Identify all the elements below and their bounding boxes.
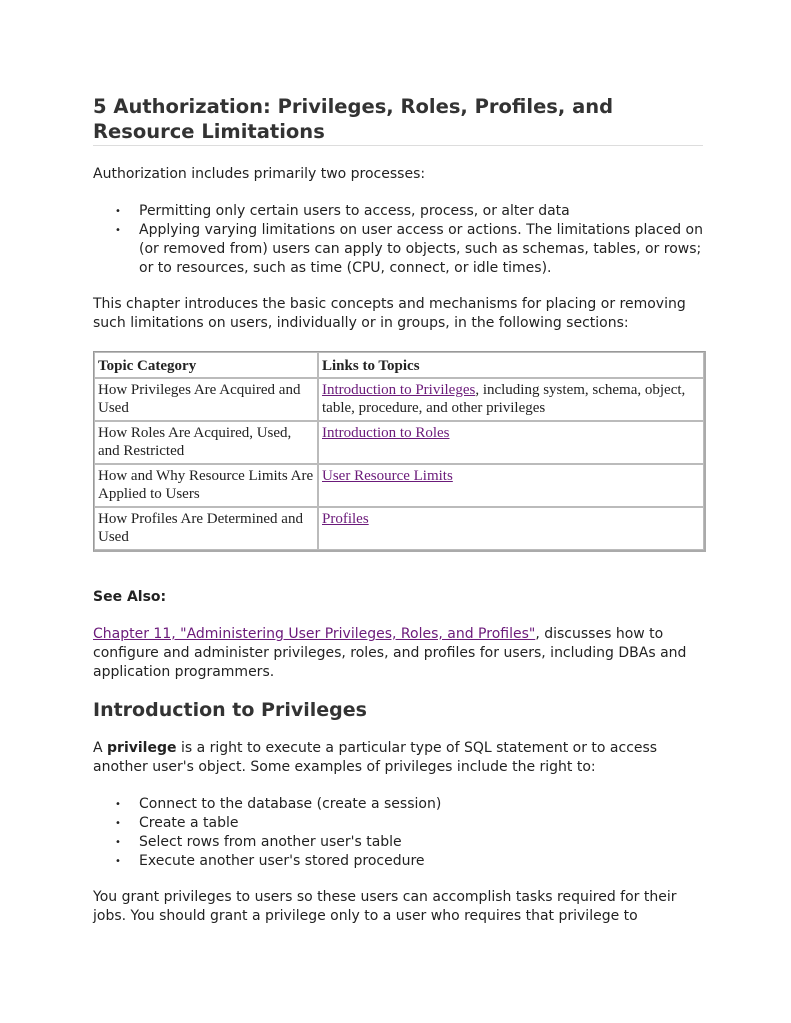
document-content xyxy=(93,94,703,926)
definition-term: privilege xyxy=(107,740,177,756)
link-introduction-to-roles[interactable]: Introduction to Roles xyxy=(322,425,450,441)
list-item: • Applying varying limitations on user access or actions. The limitations placed on (or removed from) users can apply to objects, such as schemas, tables, or rows; or to resources, such as time (CPU, connect, or idle times). xyxy=(139,221,703,278)
table-row xyxy=(94,464,704,507)
list-item: • Execute another user's stored procedure xyxy=(139,852,703,871)
definition-lead: A xyxy=(93,740,108,756)
table-header-row xyxy=(94,352,704,378)
see-also-label: See Also: xyxy=(93,589,167,605)
link-user-resource-limits[interactable]: User Resource Limits xyxy=(322,468,453,484)
table-cell-category: How Roles Are Acquired, Used, and Restricted xyxy=(94,421,318,464)
section-heading: Introduction to Privileges xyxy=(93,699,367,721)
column-header-topic-category: Topic Category xyxy=(94,352,318,378)
link-chapter-11[interactable]: Chapter 11, "Administering User Privileges, Roles, and Profiles" xyxy=(93,626,536,642)
table-cell-category: How and Why Resource Limits Are Applied to Users xyxy=(94,464,318,507)
section-heading-wrap xyxy=(93,698,703,722)
list-item: • Create a table xyxy=(139,814,703,833)
definition-rest: is a right to execute a particular type of SQL statement or to access another user's object. Some examples of privileges include the right to: xyxy=(93,740,658,775)
chapter-heading: 5 Authorization: Privileges, Roles, Profiles, and Resource Limitations xyxy=(93,94,703,146)
privilege-definition-paragraph xyxy=(93,739,703,777)
grant-paragraph: You grant privileges to users so these users can accomplish tasks required for their jobs. You should grant a privilege only to a user who requires that privilege to xyxy=(93,889,677,924)
process-list xyxy=(93,202,703,278)
column-header-links: Links to Topics xyxy=(318,352,704,378)
table-cell-links xyxy=(318,378,704,421)
link-profiles[interactable]: Profiles xyxy=(322,511,369,527)
table-row xyxy=(94,378,704,421)
see-also-text: , discusses how to configure and administer privileges, roles, and profiles for users, including DBAs and application programmers. xyxy=(93,626,687,680)
table-cell-links xyxy=(318,421,704,464)
table-cell-category: How Privileges Are Acquired and Used xyxy=(94,378,318,421)
list-item: • Connect to the database (create a session) xyxy=(139,795,703,814)
link-introduction-to-privileges[interactable]: Introduction to Privileges xyxy=(322,382,476,398)
table-cell-links xyxy=(318,507,704,550)
table-row xyxy=(94,421,704,464)
table-cell-links xyxy=(318,464,704,507)
list-item: • Permitting only certain users to access, process, or alter data xyxy=(139,202,703,221)
table-row xyxy=(94,507,704,550)
table-cell-category: How Profiles Are Determined and Used xyxy=(94,507,318,550)
topics-table xyxy=(93,351,706,552)
privilege-examples-list xyxy=(93,795,703,871)
intro-paragraph: Authorization includes primarily two processes: xyxy=(93,166,426,182)
chapter-intro-paragraph: This chapter introduces the basic concepts and mechanisms for placing or removing such limitations on users, individually or in groups, in the following sections: xyxy=(93,296,686,331)
link-suffix-text: , including system, schema, object, table, procedure, and other privileges xyxy=(322,382,686,416)
see-also-paragraph xyxy=(93,625,703,682)
list-item: • Select rows from another user's table xyxy=(139,833,703,852)
